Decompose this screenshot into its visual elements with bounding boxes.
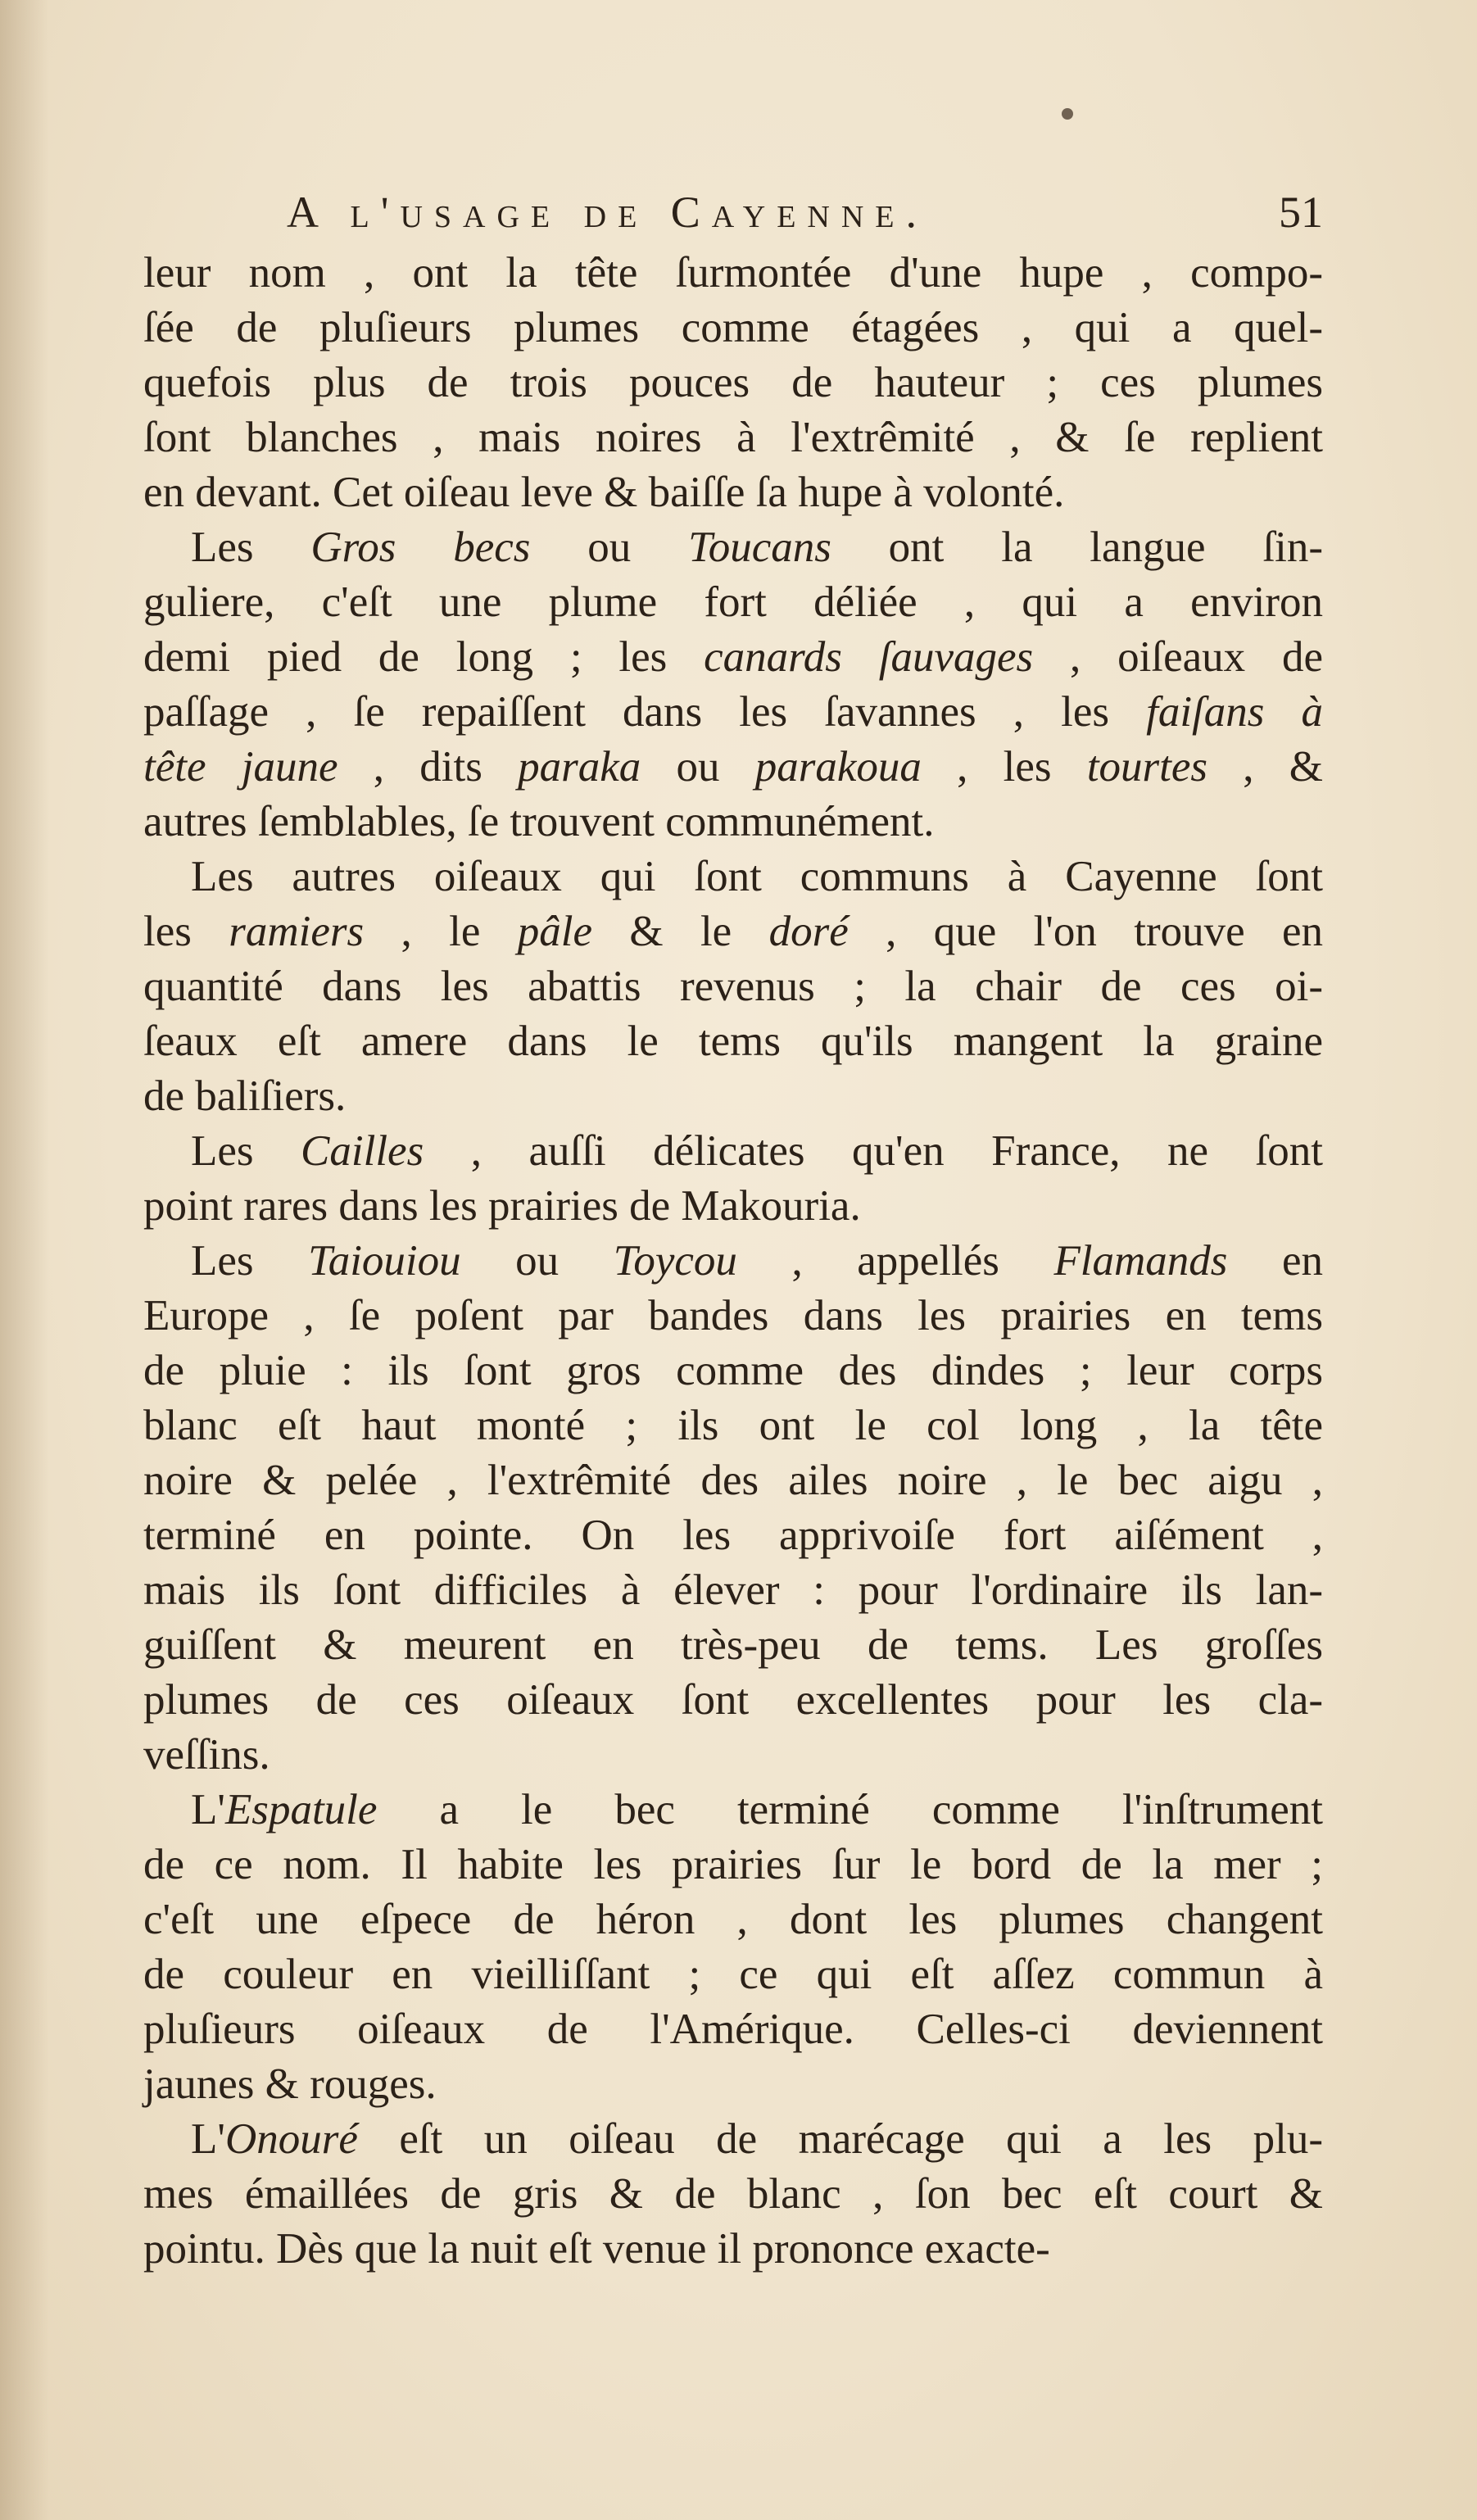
text-line: mes émaillées de gris & de blanc , ſon bec eſt court & — [143, 2170, 1323, 2218]
text-line — [143, 904, 1323, 959]
text-line — [143, 520, 1323, 575]
text-segment: L' — [191, 1786, 225, 1833]
text-line: ſont blanches , mais noires à l'extrêmité , & ſe replient — [143, 414, 1323, 461]
text-line: point rares dans les prairies de Makouria. — [143, 1182, 861, 1230]
text-line: de ce nom. Il habite les prairies ſur le bord de la mer ; — [143, 1841, 1323, 1888]
text-segment: a le bec terminé comme l'inſtrument — [377, 1786, 1323, 1833]
text-line: de couleur en vieilliſſant ; ce qui eſt aſſez commun à — [143, 1951, 1323, 1998]
text-line — [143, 740, 1323, 795]
page-gutter-shadow — [0, 0, 49, 2520]
text-segment: , le — [364, 908, 518, 955]
italic-term: Espatule — [224, 1786, 378, 1833]
italic-term: tourtes — [1086, 743, 1208, 791]
text-segment: Les — [191, 523, 311, 571]
text-segment: paſſage , ſe repaiſſent dans les ſavannes , les — [143, 688, 1147, 736]
italic-term: doré — [768, 908, 849, 955]
text-segment: en — [1227, 1237, 1324, 1285]
text-segment: Les — [191, 1127, 301, 1175]
text-line: jaunes & rouges. — [143, 2060, 437, 2108]
text-segment: ou — [641, 743, 755, 791]
italic-term: canards ſauvages — [704, 633, 1034, 681]
italic-term: Gros becs — [310, 523, 531, 571]
text-line — [143, 685, 1323, 740]
text-line: quantité dans les abattis revenus ; la chair de ces oi- — [143, 963, 1323, 1010]
italic-term: tête jaune — [143, 743, 338, 791]
text-line: c'eſt une eſpece de héron , dont les plumes changent — [143, 1896, 1323, 1943]
ink-speck — [1062, 108, 1073, 120]
text-segment: ont la langue ſin- — [831, 523, 1323, 571]
text-line — [143, 1124, 1323, 1179]
text-line: ſeaux eſt amere dans le tems qu'ils mangent la graine — [143, 1018, 1323, 1065]
text-line: leur nom , ont la tête ſurmontée d'une hupe , compo- — [143, 249, 1323, 297]
italic-term: faiſans à — [1146, 688, 1323, 736]
italic-term: Toucans — [688, 523, 831, 571]
text-segment: & le — [592, 908, 769, 955]
text-segment: , auſſi délicates qu'en France, ne ſont — [424, 1127, 1324, 1175]
running-head: A l'usage de Cayenne. — [287, 188, 929, 237]
italic-term: paraka — [518, 743, 641, 791]
text-line — [143, 1234, 1323, 1289]
text-segment: ou — [530, 523, 689, 571]
text-segment: , que l'on trouve en — [848, 908, 1323, 955]
italic-term: ramiers — [229, 908, 365, 955]
text-line — [143, 2112, 1323, 2167]
text-segment: eſt un oiſeau de marécage qui a les plu- — [357, 2115, 1323, 2163]
italic-term: Onouré — [224, 2115, 358, 2163]
text-line: blanc eſt haut monté ; ils ont le col long , la tête — [143, 1402, 1323, 1449]
text-line: mais ils ſont difficiles à élever : pour l'ordinaire ils lan- — [143, 1566, 1323, 1614]
text-line: autres ſemblables, ſe trouvent communément. — [143, 798, 935, 845]
text-line: de pluie : ils ſont gros comme des dindes ; leur corps — [143, 1347, 1323, 1394]
text-line: pluſieurs oiſeaux de l'Amérique. Celles-ci deviennent — [143, 2006, 1323, 2053]
text-line: plumes de ces oiſeaux ſont excellentes pour les cla- — [143, 1676, 1323, 1724]
italic-term: pâle — [517, 908, 592, 955]
text-segment: , & — [1207, 743, 1324, 791]
italic-term: Cailles — [301, 1127, 424, 1175]
italic-term: parakoua — [754, 743, 922, 791]
italic-term: Taiouiou — [308, 1237, 461, 1285]
text-line: Europe , ſe poſent par bandes dans les prairies en tems — [143, 1292, 1323, 1339]
text-line: guliere, c'eſt une plume fort déliée , qui a environ — [143, 578, 1323, 626]
body-text — [143, 246, 1323, 2277]
page-header — [287, 187, 1323, 252]
text-line: quefois plus de trois pouces de hauteur ; ces plumes — [143, 359, 1323, 406]
text-line: terminé en pointe. On les apprivoiſe fort aiſément , — [143, 1512, 1323, 1559]
text-line: de baliſiers. — [143, 1072, 347, 1120]
page-number: 51 — [1279, 188, 1323, 237]
text-line: pointu. Dès que la nuit eſt venue il prononce exacte- — [143, 2225, 1050, 2273]
text-line: guiſſent & meurent en très-peu de tems. Les groſſes — [143, 1621, 1323, 1669]
text-segment: , oiſeaux de — [1033, 633, 1323, 681]
text-segment: , dits — [338, 743, 519, 791]
text-line: noire & pelée , l'extrêmité des ailes noire , le bec aigu , — [143, 1457, 1323, 1504]
text-segment: , appellés — [736, 1237, 1054, 1285]
text-segment: ou — [460, 1237, 614, 1285]
text-line — [143, 1783, 1323, 1838]
text-line: en devant. Cet oiſeau leve & baiſſe ſa hupe à volonté. — [143, 469, 1065, 516]
italic-term: Toycou — [613, 1237, 737, 1285]
italic-term: Flamands — [1053, 1237, 1228, 1285]
text-line: veſſins. — [143, 1731, 270, 1779]
text-segment: les — [143, 908, 229, 955]
text-line — [143, 630, 1323, 685]
text-line: ſée de pluſieurs plumes comme étagées , qui a quel- — [143, 304, 1323, 351]
text-segment: demi pied de long ; les — [143, 633, 705, 681]
text-line: Les autres oiſeaux qui ſont communs à Cayenne ſont — [191, 853, 1323, 900]
text-segment: Les — [191, 1237, 309, 1285]
text-segment: , les — [921, 743, 1087, 791]
text-segment: L' — [191, 2115, 225, 2163]
